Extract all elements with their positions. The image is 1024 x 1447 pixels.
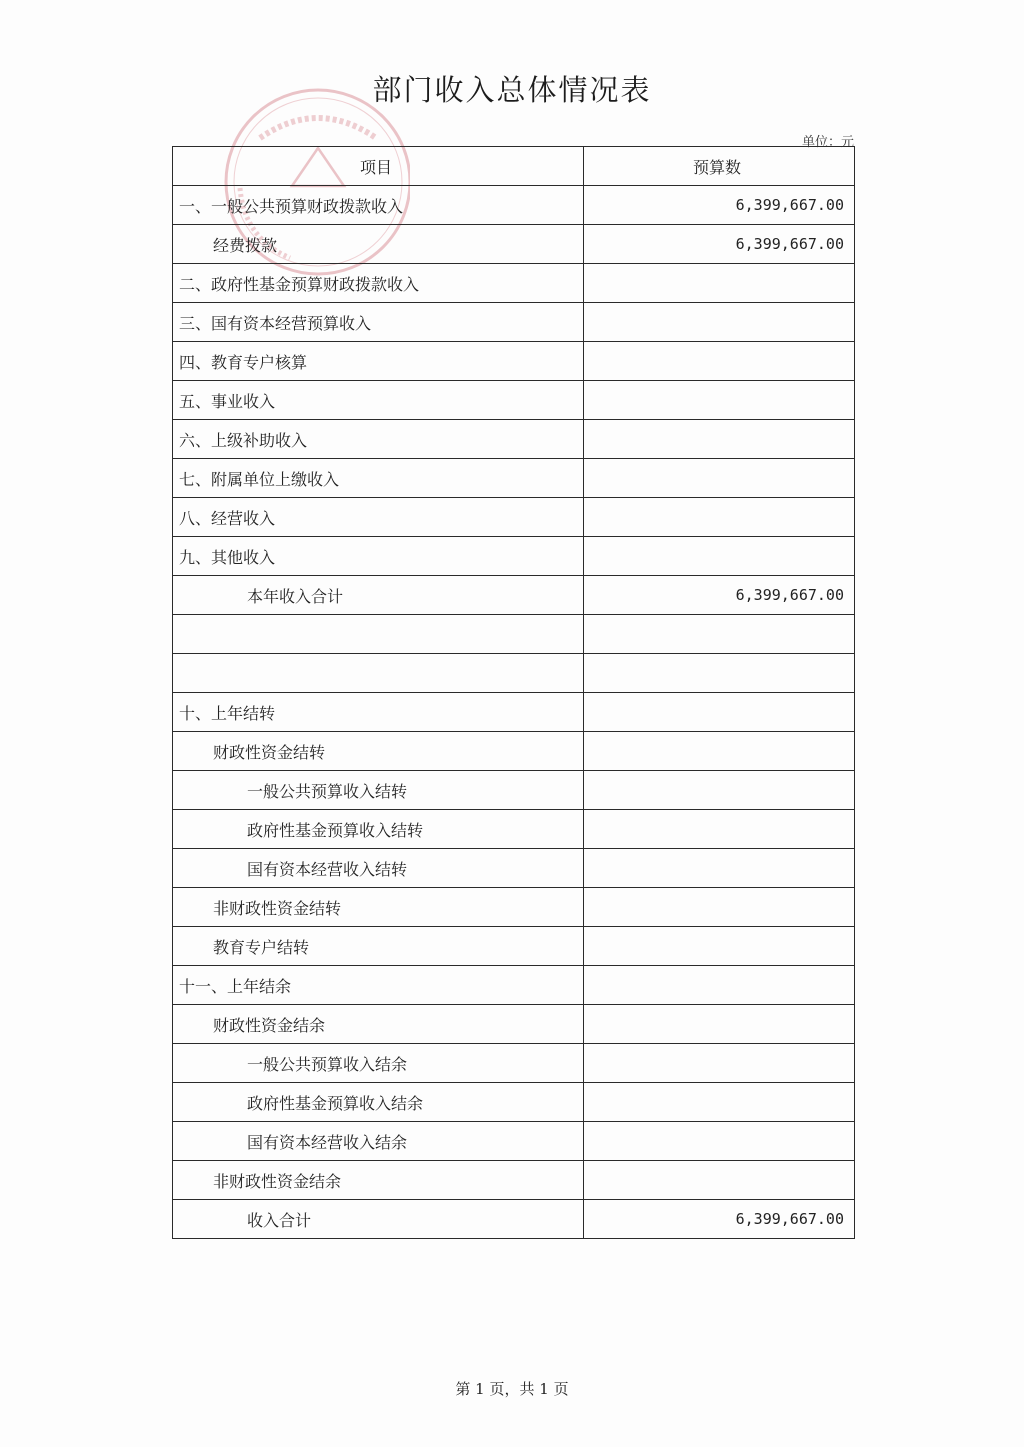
row-item-label: 九、其他收入 — [173, 537, 584, 576]
table-row — [173, 537, 855, 576]
table-row — [173, 1161, 855, 1200]
table-row — [173, 342, 855, 381]
row-item-label: 非财政性资金结转 — [173, 888, 584, 927]
row-amount — [584, 381, 855, 420]
row-amount — [584, 1044, 855, 1083]
row-amount — [584, 732, 855, 771]
row-amount — [584, 537, 855, 576]
row-amount — [584, 459, 855, 498]
row-item-label: 经费拨款 — [173, 225, 584, 264]
row-amount — [584, 303, 855, 342]
unit-label: 单位：元 — [801, 135, 854, 150]
row-item-label: 教育专户结转 — [173, 927, 584, 966]
table-row — [173, 498, 855, 537]
row-amount — [584, 1122, 855, 1161]
row-amount — [584, 966, 855, 1005]
row-item-label: 政府性基金预算收入结余 — [173, 1083, 584, 1122]
row-amount — [584, 420, 855, 459]
row-amount: 6,399,667.00 — [584, 1200, 855, 1239]
row-item-label: 一般公共预算收入结余 — [173, 1044, 584, 1083]
row-amount — [584, 888, 855, 927]
row-amount — [584, 849, 855, 888]
table-row — [173, 225, 855, 264]
row-item-label — [173, 654, 584, 693]
row-item-label: 国有资本经营收入结余 — [173, 1122, 584, 1161]
table-row — [173, 888, 855, 927]
row-item-label: 十、上年结转 — [173, 693, 584, 732]
table-row — [173, 186, 855, 225]
row-item-label: 一般公共预算收入结转 — [173, 771, 584, 810]
row-amount — [584, 1005, 855, 1044]
row-item-label: 四、教育专户核算 — [173, 342, 584, 381]
table-row — [173, 654, 855, 693]
table-row — [173, 381, 855, 420]
income-table — [172, 146, 855, 1239]
table-row — [173, 459, 855, 498]
row-amount — [584, 498, 855, 537]
table-row — [173, 576, 855, 615]
row-amount — [584, 1161, 855, 1200]
table-row — [173, 771, 855, 810]
row-item-label: 二、政府性基金预算财政拨款收入 — [173, 264, 584, 303]
table-row — [173, 1122, 855, 1161]
row-item-label: 三、国有资本经营预算收入 — [173, 303, 584, 342]
table-row — [173, 810, 855, 849]
row-item-label: 收入合计 — [173, 1200, 584, 1239]
table-row — [173, 615, 855, 654]
row-amount — [584, 771, 855, 810]
row-item-label: 一、一般公共预算财政拨款收入 — [173, 186, 584, 225]
row-item-label: 十一、上年结余 — [173, 966, 584, 1005]
table-row — [173, 1200, 855, 1239]
header-amount: 预算数 — [584, 147, 855, 186]
row-item-label: 政府性基金预算收入结转 — [173, 810, 584, 849]
row-amount: 6,399,667.00 — [584, 576, 855, 615]
row-item-label: 本年收入合计 — [173, 576, 584, 615]
row-amount — [584, 927, 855, 966]
row-item-label: 五、事业收入 — [173, 381, 584, 420]
header-item: 项目 — [173, 147, 584, 186]
table-row — [173, 693, 855, 732]
page-footer: 第 1 页，共 1 页 — [455, 1380, 569, 1398]
table-header-row — [173, 147, 855, 186]
table-row — [173, 303, 855, 342]
row-amount — [584, 342, 855, 381]
table-row — [173, 1083, 855, 1122]
row-item-label: 财政性资金结余 — [173, 1005, 584, 1044]
table-row — [173, 966, 855, 1005]
table-row — [173, 1005, 855, 1044]
page-title: 部门收入总体情况表 — [372, 73, 652, 107]
table-row — [173, 420, 855, 459]
row-item-label — [173, 615, 584, 654]
row-amount — [584, 615, 855, 654]
row-item-label: 八、经营收入 — [173, 498, 584, 537]
row-amount — [584, 264, 855, 303]
table-row — [173, 849, 855, 888]
row-item-label: 财政性资金结转 — [173, 732, 584, 771]
row-amount — [584, 1083, 855, 1122]
table-row — [173, 732, 855, 771]
table-row — [173, 264, 855, 303]
row-item-label: 非财政性资金结余 — [173, 1161, 584, 1200]
row-item-label: 国有资本经营收入结转 — [173, 849, 584, 888]
row-item-label: 六、上级补助收入 — [173, 420, 584, 459]
row-amount — [584, 693, 855, 732]
row-item-label: 七、附属单位上缴收入 — [173, 459, 584, 498]
row-amount — [584, 810, 855, 849]
row-amount: 6,399,667.00 — [584, 225, 855, 264]
row-amount — [584, 654, 855, 693]
table-row — [173, 927, 855, 966]
table-row — [173, 1044, 855, 1083]
row-amount: 6,399,667.00 — [584, 186, 855, 225]
